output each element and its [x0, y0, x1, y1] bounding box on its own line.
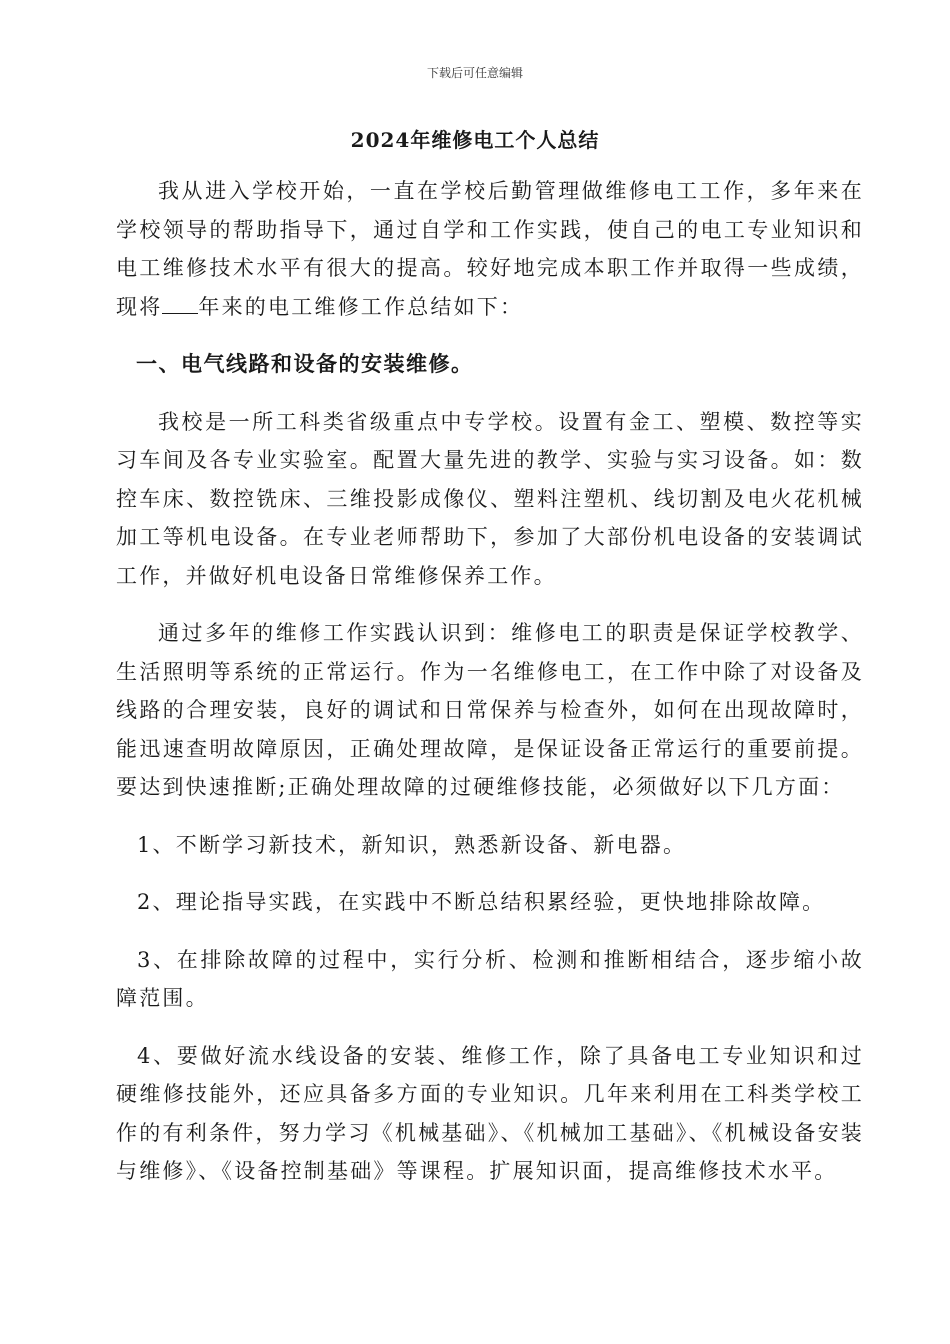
list-item-3: 3、在排除故障的过程中，实行分析、检测和推断相结合，逐步缩小故障范围。 — [116, 947, 864, 1010]
practice-paragraph: 通过多年的维修工作实践认识到：维修电工的职责是保证学校教学、生活照明等系统的正常运行。作为一名维修电工，在工作中除了对设备及线路的合理安装，良好的调试和日常保养与检查外，如何在出现故障时，能迅速查明故障原因，正确处理故障，是保证设备正常运行的重要前提。要达到快速推断;正确处理故障的过硬维修技能，必须做好以下几方面： — [116, 621, 864, 799]
document-body — [116, 172, 864, 1210]
intro-text-part2: 年来的电工维修工作总结如下： — [198, 294, 524, 319]
intro-text-part1: 我从进入学校开始，一直在学校后勤管理做维修电工工作，多年来在学校领导的帮助指导下，通过自学和工作实践，使自己的电工专业知识和电工维修技术水平有很大的提高。较好地完成本职工作并取得一些成绩，现将 — [116, 179, 864, 319]
fill-in-blank — [162, 291, 198, 314]
school-paragraph: 我校是一所工科类省级重点中专学校。设置有金工、塑模、数控等实习车间及各专业实验室。配置大量先进的教学、实验与实习设备。如：数控车床、数控铣床、三维投影成像仪、塑料注塑机、线切割及电火花机械加工等机电设备。在专业老师帮助下，参加了大部份机电设备的安装调试工作，并做好机电设备日常维修保养工作。 — [116, 409, 864, 588]
header-note: 下载后可任意编辑 — [426, 66, 523, 80]
intro-paragraph — [116, 172, 864, 326]
list-item-2: 2、理论指导实践，在实践中不断总结积累经验，更快地排除故障。 — [137, 890, 826, 914]
document-title: 2024年维修电工个人总结 — [350, 128, 600, 152]
list-item-1: 1、不断学习新技术，新知识，熟悉新设备、新电器。 — [137, 832, 687, 857]
list-item-4: 4、要做好流水线设备的安装、维修工作，除了具备电工专业知识和过硬维修技能外，还应具备多方面的专业知识。几年来利用在工科类学校工作的有利条件，努力学习《机械基础》、《机械加工基础》、《机械设备安装与维修》、《设备控制基础》等课程。扩展知识面，提高维修技术水平。 — [116, 1043, 864, 1183]
section-heading: 一、电气线路和设备的安装维修。 — [136, 351, 474, 376]
